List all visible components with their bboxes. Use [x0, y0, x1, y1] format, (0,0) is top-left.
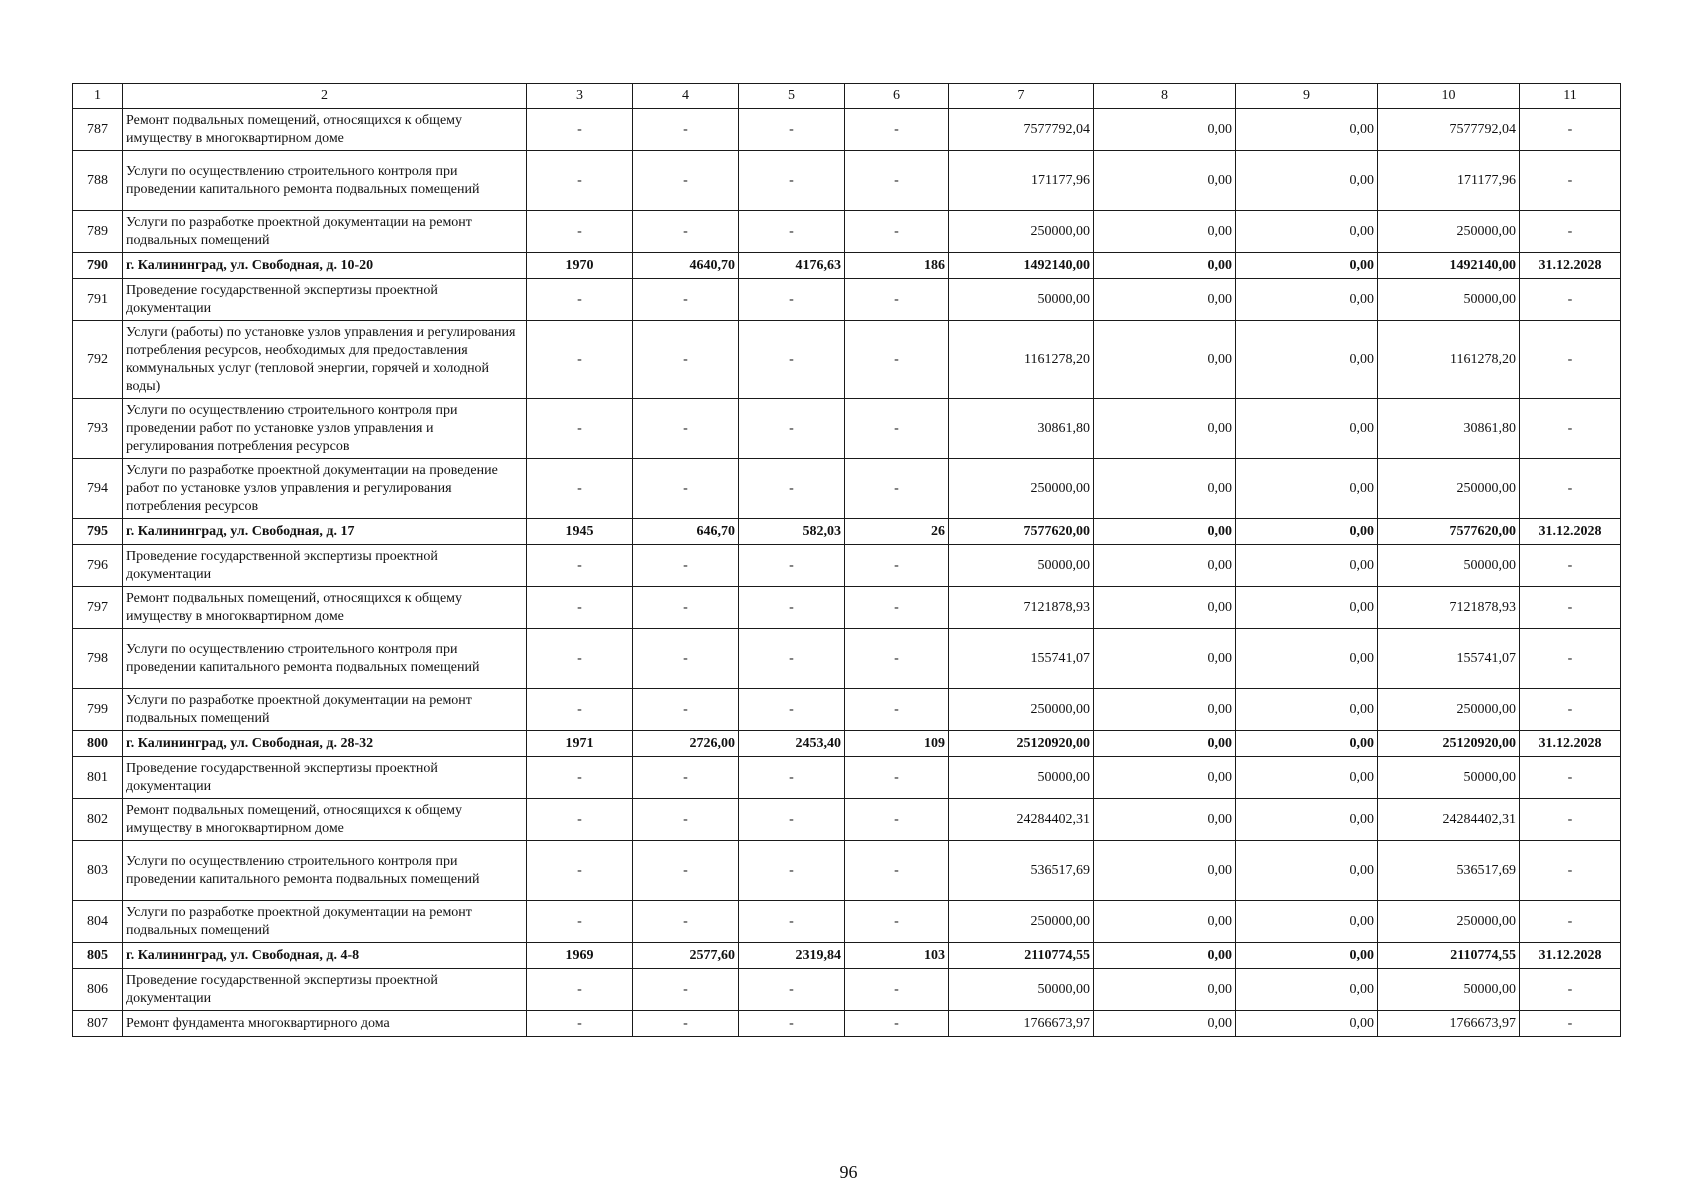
year-cell: - — [527, 587, 633, 629]
table-row — [73, 587, 1621, 629]
table-row — [73, 1011, 1621, 1037]
living-area-cell: - — [739, 629, 845, 689]
work-name-cell: г. Калининград, ул. Свободная, д. 17 — [123, 519, 527, 545]
cost-col8-cell: 0,00 — [1094, 279, 1236, 321]
total-cost-cell: 155741,07 — [949, 629, 1094, 689]
page-number: 96 — [839, 1162, 858, 1182]
deadline-cell: - — [1520, 545, 1621, 587]
year-cell: - — [527, 459, 633, 519]
total-cost-cell: 7121878,93 — [949, 587, 1094, 629]
cost-col9-cell: 0,00 — [1236, 689, 1378, 731]
table-row — [73, 321, 1621, 399]
cost-col10-cell: 50000,00 — [1378, 279, 1520, 321]
total-area-cell: - — [633, 211, 739, 253]
cost-col9-cell: 0,00 — [1236, 253, 1378, 279]
deadline-cell: - — [1520, 211, 1621, 253]
deadline-cell: - — [1520, 279, 1621, 321]
row-number-cell: 796 — [73, 545, 123, 587]
cost-col9-cell: 0,00 — [1236, 841, 1378, 901]
total-area-cell: - — [633, 321, 739, 399]
work-name-cell: Ремонт подвальных помещений, относящихся к общему имуществу в многоквартирном доме — [123, 799, 527, 841]
row-number-cell: 790 — [73, 253, 123, 279]
residents-cell: 103 — [845, 943, 949, 969]
work-name-cell: Услуги по разработке проектной документации на ремонт подвальных помещений — [123, 901, 527, 943]
total-area-cell: - — [633, 799, 739, 841]
living-area-cell: - — [739, 211, 845, 253]
cost-col9-cell: 0,00 — [1236, 459, 1378, 519]
cost-col10-cell: 155741,07 — [1378, 629, 1520, 689]
cost-col9-cell: 0,00 — [1236, 629, 1378, 689]
work-name-cell: Услуги по разработке проектной документации на ремонт подвальных помещений — [123, 211, 527, 253]
year-cell: 1945 — [527, 519, 633, 545]
work-name-cell: Проведение государственной экспертизы проектной документации — [123, 757, 527, 799]
work-name-cell: Ремонт фундамента многоквартирного дома — [123, 1011, 527, 1037]
row-number-cell: 792 — [73, 321, 123, 399]
cost-col9-cell: 0,00 — [1236, 799, 1378, 841]
cost-col9-cell: 0,00 — [1236, 211, 1378, 253]
cost-col10-cell: 1492140,00 — [1378, 253, 1520, 279]
work-name-cell: Проведение государственной экспертизы проектной документации — [123, 969, 527, 1011]
total-cost-cell: 250000,00 — [949, 211, 1094, 253]
living-area-cell: - — [739, 321, 845, 399]
header-row — [73, 84, 1621, 109]
table-row — [73, 629, 1621, 689]
work-name-cell: Услуги по осуществлению строительного контроля при проведении капитального ремонта подвальных помещений — [123, 151, 527, 211]
row-number-cell: 807 — [73, 1011, 123, 1037]
total-cost-cell: 50000,00 — [949, 969, 1094, 1011]
header-cell-5: 5 — [739, 84, 845, 109]
deadline-cell: - — [1520, 969, 1621, 1011]
cost-col8-cell: 0,00 — [1094, 689, 1236, 731]
total-cost-cell: 250000,00 — [949, 901, 1094, 943]
header-cell-1: 1 — [73, 84, 123, 109]
total-cost-cell: 1161278,20 — [949, 321, 1094, 399]
residents-cell: - — [845, 901, 949, 943]
cost-col9-cell: 0,00 — [1236, 321, 1378, 399]
residents-cell: - — [845, 109, 949, 151]
total-cost-cell: 536517,69 — [949, 841, 1094, 901]
address-row — [73, 519, 1621, 545]
total-area-cell: - — [633, 1011, 739, 1037]
table-row — [73, 399, 1621, 459]
total-cost-cell: 50000,00 — [949, 545, 1094, 587]
cost-col10-cell: 7577620,00 — [1378, 519, 1520, 545]
cost-col9-cell: 0,00 — [1236, 1011, 1378, 1037]
cost-col8-cell: 0,00 — [1094, 629, 1236, 689]
total-area-cell: 4640,70 — [633, 253, 739, 279]
work-name-cell: г. Калининград, ул. Свободная, д. 4-8 — [123, 943, 527, 969]
total-area-cell: - — [633, 901, 739, 943]
work-name-cell: Услуги по разработке проектной документации на проведение работ по установке узлов управления и регулирования потребления ресурсов — [123, 459, 527, 519]
cost-col8-cell: 0,00 — [1094, 545, 1236, 587]
work-name-cell: г. Калининград, ул. Свободная, д. 10-20 — [123, 253, 527, 279]
header-cell-3: 3 — [527, 84, 633, 109]
year-cell: - — [527, 279, 633, 321]
cost-col9-cell: 0,00 — [1236, 969, 1378, 1011]
header-cell-4: 4 — [633, 84, 739, 109]
total-area-cell: - — [633, 689, 739, 731]
total-cost-cell: 171177,96 — [949, 151, 1094, 211]
table-row — [73, 799, 1621, 841]
total-cost-cell: 25120920,00 — [949, 731, 1094, 757]
total-cost-cell: 250000,00 — [949, 459, 1094, 519]
year-cell: - — [527, 321, 633, 399]
total-area-cell: - — [633, 279, 739, 321]
cost-col10-cell: 250000,00 — [1378, 689, 1520, 731]
living-area-cell: - — [739, 545, 845, 587]
living-area-cell: - — [739, 1011, 845, 1037]
row-number-cell: 793 — [73, 399, 123, 459]
header-cell-6: 6 — [845, 84, 949, 109]
year-cell: 1969 — [527, 943, 633, 969]
total-cost-cell: 2110774,55 — [949, 943, 1094, 969]
residents-cell: - — [845, 321, 949, 399]
deadline-cell: 31.12.2028 — [1520, 943, 1621, 969]
residents-cell: - — [845, 587, 949, 629]
table-row — [73, 279, 1621, 321]
cost-col8-cell: 0,00 — [1094, 841, 1236, 901]
cost-col10-cell: 24284402,31 — [1378, 799, 1520, 841]
year-cell: - — [527, 841, 633, 901]
living-area-cell: - — [739, 109, 845, 151]
row-number-cell: 789 — [73, 211, 123, 253]
row-number-cell: 804 — [73, 901, 123, 943]
living-area-cell: - — [739, 969, 845, 1011]
year-cell: - — [527, 545, 633, 587]
row-number-cell: 795 — [73, 519, 123, 545]
residents-cell: - — [845, 211, 949, 253]
work-name-cell: г. Калининград, ул. Свободная, д. 28-32 — [123, 731, 527, 757]
cost-col9-cell: 0,00 — [1236, 731, 1378, 757]
header-cell-9: 9 — [1236, 84, 1378, 109]
cost-col10-cell: 50000,00 — [1378, 545, 1520, 587]
residents-cell: 186 — [845, 253, 949, 279]
year-cell: - — [527, 969, 633, 1011]
total-area-cell: - — [633, 109, 739, 151]
residents-cell: - — [845, 545, 949, 587]
total-cost-cell: 1766673,97 — [949, 1011, 1094, 1037]
cost-col8-cell: 0,00 — [1094, 587, 1236, 629]
total-cost-cell: 1492140,00 — [949, 253, 1094, 279]
total-area-cell: 646,70 — [633, 519, 739, 545]
residents-cell: - — [845, 757, 949, 799]
total-cost-cell: 250000,00 — [949, 689, 1094, 731]
deadline-cell: - — [1520, 799, 1621, 841]
table-row — [73, 151, 1621, 211]
cost-col10-cell: 50000,00 — [1378, 757, 1520, 799]
work-name-cell: Проведение государственной экспертизы проектной документации — [123, 545, 527, 587]
year-cell: - — [527, 1011, 633, 1037]
deadline-cell: 31.12.2028 — [1520, 731, 1621, 757]
cost-col8-cell: 0,00 — [1094, 901, 1236, 943]
cost-col10-cell: 7121878,93 — [1378, 587, 1520, 629]
total-cost-cell: 50000,00 — [949, 757, 1094, 799]
living-area-cell: - — [739, 901, 845, 943]
residents-cell: 26 — [845, 519, 949, 545]
living-area-cell: 2319,84 — [739, 943, 845, 969]
work-name-cell: Услуги по осуществлению строительного контроля при проведении капитального ремонта подвальных помещений — [123, 841, 527, 901]
total-area-cell: 2726,00 — [633, 731, 739, 757]
table-row — [73, 545, 1621, 587]
row-number-cell: 802 — [73, 799, 123, 841]
year-cell: - — [527, 151, 633, 211]
row-number-cell: 806 — [73, 969, 123, 1011]
cost-col10-cell: 30861,80 — [1378, 399, 1520, 459]
cost-col10-cell: 2110774,55 — [1378, 943, 1520, 969]
living-area-cell: - — [739, 689, 845, 731]
cost-col8-cell: 0,00 — [1094, 399, 1236, 459]
deadline-cell: - — [1520, 459, 1621, 519]
cost-col8-cell: 0,00 — [1094, 459, 1236, 519]
address-row — [73, 731, 1621, 757]
work-name-cell: Услуги по осуществлению строительного контроля при проведении капитального ремонта подвальных помещений — [123, 629, 527, 689]
cost-col9-cell: 0,00 — [1236, 151, 1378, 211]
row-number-cell: 791 — [73, 279, 123, 321]
living-area-cell: - — [739, 587, 845, 629]
deadline-cell: - — [1520, 629, 1621, 689]
table-row — [73, 109, 1621, 151]
cost-col10-cell: 250000,00 — [1378, 459, 1520, 519]
row-number-cell: 801 — [73, 757, 123, 799]
work-name-cell: Услуги по осуществлению строительного контроля при проведении работ по установке узлов управления и регулирования потребления ресурсов — [123, 399, 527, 459]
address-row — [73, 253, 1621, 279]
cost-col8-cell: 0,00 — [1094, 211, 1236, 253]
living-area-cell: - — [739, 757, 845, 799]
cost-col8-cell: 0,00 — [1094, 519, 1236, 545]
cost-col10-cell: 50000,00 — [1378, 969, 1520, 1011]
deadline-cell: - — [1520, 321, 1621, 399]
deadline-cell: 31.12.2028 — [1520, 253, 1621, 279]
work-name-cell: Ремонт подвальных помещений, относящихся к общему имуществу в многоквартирном доме — [123, 587, 527, 629]
deadline-cell: - — [1520, 841, 1621, 901]
living-area-cell: - — [739, 399, 845, 459]
capital-repair-table — [72, 83, 1621, 1037]
cost-col8-cell: 0,00 — [1094, 731, 1236, 757]
year-cell: - — [527, 757, 633, 799]
cost-col9-cell: 0,00 — [1236, 545, 1378, 587]
row-number-cell: 803 — [73, 841, 123, 901]
header-cell-2: 2 — [123, 84, 527, 109]
row-number-cell: 798 — [73, 629, 123, 689]
cost-col8-cell: 0,00 — [1094, 151, 1236, 211]
residents-cell: - — [845, 399, 949, 459]
living-area-cell: - — [739, 459, 845, 519]
work-name-cell: Услуги (работы) по установке узлов управления и регулирования потребления ресурсов, необходимых для предоставления коммунальных услуг (тепловой энергии, горячей и холодной воды) — [123, 321, 527, 399]
cost-col9-cell: 0,00 — [1236, 943, 1378, 969]
cost-col9-cell: 0,00 — [1236, 279, 1378, 321]
living-area-cell: - — [739, 841, 845, 901]
row-number-cell: 805 — [73, 943, 123, 969]
cost-col9-cell: 0,00 — [1236, 901, 1378, 943]
row-number-cell: 799 — [73, 689, 123, 731]
cost-col9-cell: 0,00 — [1236, 109, 1378, 151]
cost-col10-cell: 7577792,04 — [1378, 109, 1520, 151]
cost-col10-cell: 1161278,20 — [1378, 321, 1520, 399]
cost-col8-cell: 0,00 — [1094, 799, 1236, 841]
total-cost-cell: 7577792,04 — [949, 109, 1094, 151]
row-number-cell: 797 — [73, 587, 123, 629]
total-area-cell: - — [633, 459, 739, 519]
cost-col9-cell: 0,00 — [1236, 399, 1378, 459]
living-area-cell: - — [739, 151, 845, 211]
year-cell: - — [527, 689, 633, 731]
year-cell: 1970 — [527, 253, 633, 279]
residents-cell: - — [845, 969, 949, 1011]
cost-col8-cell: 0,00 — [1094, 109, 1236, 151]
total-area-cell: - — [633, 545, 739, 587]
year-cell: - — [527, 629, 633, 689]
row-number-cell: 788 — [73, 151, 123, 211]
header-cell-10: 10 — [1378, 84, 1520, 109]
deadline-cell: - — [1520, 151, 1621, 211]
work-name-cell: Проведение государственной экспертизы проектной документации — [123, 279, 527, 321]
cost-col10-cell: 250000,00 — [1378, 211, 1520, 253]
total-cost-cell: 30861,80 — [949, 399, 1094, 459]
deadline-cell: - — [1520, 399, 1621, 459]
work-name-cell: Ремонт подвальных помещений, относящихся к общему имуществу в многоквартирном доме — [123, 109, 527, 151]
deadline-cell: - — [1520, 587, 1621, 629]
table-row — [73, 757, 1621, 799]
residents-cell: - — [845, 1011, 949, 1037]
living-area-cell: - — [739, 279, 845, 321]
cost-col8-cell: 0,00 — [1094, 757, 1236, 799]
header-cell-11: 11 — [1520, 84, 1621, 109]
cost-col10-cell: 25120920,00 — [1378, 731, 1520, 757]
deadline-cell: - — [1520, 757, 1621, 799]
header-cell-7: 7 — [949, 84, 1094, 109]
cost-col10-cell: 1766673,97 — [1378, 1011, 1520, 1037]
living-area-cell: 2453,40 — [739, 731, 845, 757]
table-row — [73, 841, 1621, 901]
living-area-cell: - — [739, 799, 845, 841]
deadline-cell: - — [1520, 689, 1621, 731]
cost-col8-cell: 0,00 — [1094, 253, 1236, 279]
table-row — [73, 969, 1621, 1011]
residents-cell: - — [845, 689, 949, 731]
total-area-cell: - — [633, 969, 739, 1011]
residents-cell: - — [845, 799, 949, 841]
cost-col9-cell: 0,00 — [1236, 587, 1378, 629]
row-number-cell: 800 — [73, 731, 123, 757]
total-cost-cell: 7577620,00 — [949, 519, 1094, 545]
living-area-cell: 4176,63 — [739, 253, 845, 279]
header-cell-8: 8 — [1094, 84, 1236, 109]
total-cost-cell: 24284402,31 — [949, 799, 1094, 841]
year-cell: - — [527, 901, 633, 943]
residents-cell: - — [845, 629, 949, 689]
cost-col10-cell: 250000,00 — [1378, 901, 1520, 943]
residents-cell: - — [845, 841, 949, 901]
cost-col10-cell: 536517,69 — [1378, 841, 1520, 901]
cost-col10-cell: 171177,96 — [1378, 151, 1520, 211]
total-area-cell: - — [633, 151, 739, 211]
table-row — [73, 689, 1621, 731]
deadline-cell: - — [1520, 1011, 1621, 1037]
cost-col8-cell: 0,00 — [1094, 321, 1236, 399]
table-row — [73, 459, 1621, 519]
total-cost-cell: 50000,00 — [949, 279, 1094, 321]
row-number-cell: 794 — [73, 459, 123, 519]
cost-col9-cell: 0,00 — [1236, 757, 1378, 799]
total-area-cell: - — [633, 841, 739, 901]
year-cell: - — [527, 399, 633, 459]
living-area-cell: 582,03 — [739, 519, 845, 545]
year-cell: - — [527, 109, 633, 151]
year-cell: - — [527, 211, 633, 253]
total-area-cell: - — [633, 399, 739, 459]
table-row — [73, 901, 1621, 943]
total-area-cell: - — [633, 629, 739, 689]
total-area-cell: - — [633, 757, 739, 799]
cost-col9-cell: 0,00 — [1236, 519, 1378, 545]
work-name-cell: Услуги по разработке проектной документации на ремонт подвальных помещений — [123, 689, 527, 731]
deadline-cell: 31.12.2028 — [1520, 519, 1621, 545]
deadline-cell: - — [1520, 901, 1621, 943]
residents-cell: 109 — [845, 731, 949, 757]
address-row — [73, 943, 1621, 969]
year-cell: - — [527, 799, 633, 841]
residents-cell: - — [845, 279, 949, 321]
cost-col8-cell: 0,00 — [1094, 969, 1236, 1011]
deadline-cell: - — [1520, 109, 1621, 151]
cost-col8-cell: 0,00 — [1094, 943, 1236, 969]
table-row — [73, 211, 1621, 253]
residents-cell: - — [845, 459, 949, 519]
total-area-cell: 2577,60 — [633, 943, 739, 969]
residents-cell: - — [845, 151, 949, 211]
total-area-cell: - — [633, 587, 739, 629]
year-cell: 1971 — [527, 731, 633, 757]
cost-col8-cell: 0,00 — [1094, 1011, 1236, 1037]
row-number-cell: 787 — [73, 109, 123, 151]
